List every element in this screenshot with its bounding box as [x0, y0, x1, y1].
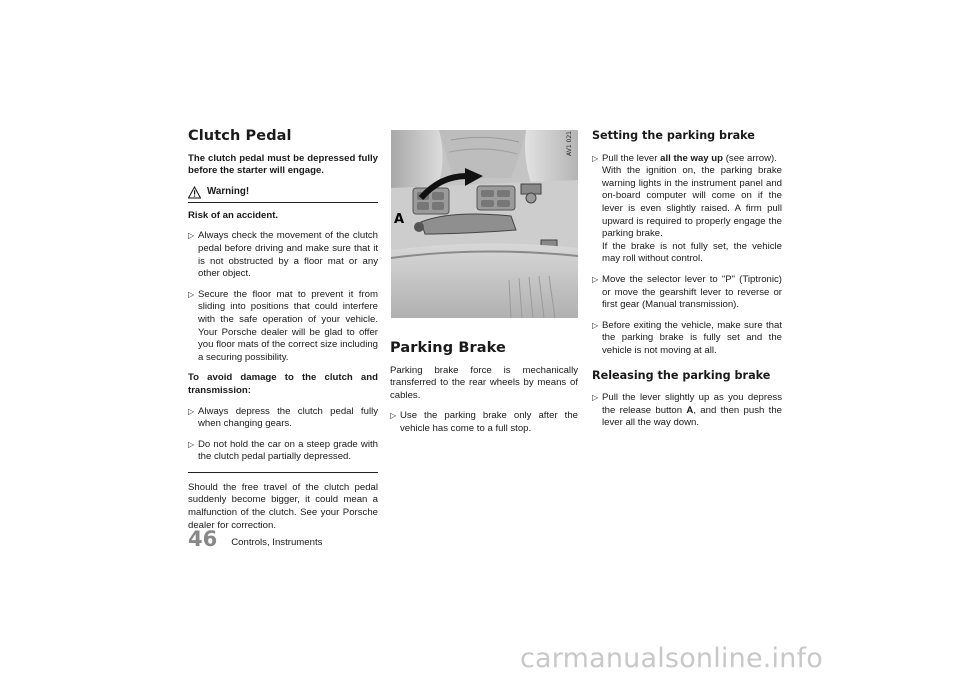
- footer-section-title: Controls, Instruments: [231, 537, 323, 548]
- risk-text: Risk of an accident.: [188, 209, 279, 221]
- list-item: ▷ Use the parking brake only after the vehicle has come to a full stop.: [390, 410, 578, 434]
- parking-brake-illustration: [391, 130, 578, 318]
- list-item: ▷ Secure the floor mat to prevent it from sliding into positions that could interfere with the safe operation of your vehicle. Your Porsche dealer will be glad to offer you floor mats of the correct size including a securing possibility.: [188, 288, 378, 363]
- label-a: A: [394, 212, 405, 227]
- list-item: ▷ Pull the lever slightly up as you depress the release button A, and then push the lever all the way down.: [592, 392, 782, 429]
- setting-section: [592, 130, 782, 438]
- list-item: ▷ Do not hold the car on a steep grade with the clutch pedal partially depressed.: [188, 438, 378, 463]
- bullet-arrow-icon: ▷: [188, 231, 195, 241]
- bullet-arrow-icon: ▷: [188, 439, 195, 449]
- bullet-arrow-icon: ▷: [188, 406, 195, 416]
- releasing-title: Releasing the parking brake: [592, 368, 771, 382]
- divider: [188, 472, 378, 473]
- figure-code: AV1 021: [566, 130, 573, 156]
- warning-header: [188, 186, 378, 203]
- watermark: carmanualsonline.info: [520, 643, 823, 674]
- parking-brake-section: [390, 342, 578, 444]
- bullet-arrow-icon: ▷: [592, 274, 599, 284]
- warning-label: Warning!: [207, 186, 250, 198]
- page-footer: [188, 528, 322, 550]
- bullet-arrow-icon: ▷: [390, 411, 397, 421]
- list-item: ▷ Move the selector lever to "P" (Tiptronic) or move the gearshift lever to reverse or first gear (Manual transmission).: [592, 273, 782, 311]
- list-item: ▷ Before exiting the vehicle, make sure that the parking brake is fully set and the vehicle is not moving at all.: [592, 319, 782, 356]
- parking-brake-title: Parking Brake: [390, 340, 506, 356]
- list-item: ▷ Pull the lever all the way up (see arrow). With the ignition on, the parking brake warning lights in the instrument panel and on-board computer will come on if the lever is even slightly raised. A firm pull upward is required to properly engage the parking brake. If the brake is not fully set, the vehicle may roll without control.: [592, 152, 782, 265]
- list-item: ▷ Always check the movement of the clutch pedal before driving and make sure that it is not obstructed by a floor mat or any other object.: [188, 230, 378, 280]
- parking-brake-photo: [391, 130, 578, 318]
- clutch-intro: The clutch pedal must be depressed fully before the starter will engage.: [188, 152, 378, 177]
- warning-icon: [188, 186, 201, 199]
- bullet-arrow-icon: ▷: [188, 289, 195, 299]
- page-number: 46: [188, 527, 218, 551]
- clutch-note: Should the free travel of the clutch pedal suddenly become bigger, it could mean a malfunction of the clutch. See your Porsche dealer for correction.: [188, 481, 378, 531]
- damage-heading: To avoid damage to the clutch and transmission:: [188, 372, 378, 396]
- bullet-arrow-icon: ▷: [592, 393, 599, 403]
- bullet-arrow-icon: ▷: [592, 320, 599, 330]
- parking-brake-intro: Parking brake force is mechanically transferred to the rear wheels by means of cables.: [390, 364, 578, 401]
- clutch-title: Clutch Pedal: [188, 128, 292, 144]
- list-item: ▷ Always depress the clutch pedal fully when changing gears.: [188, 405, 378, 430]
- bullet-arrow-icon: ▷: [592, 153, 599, 163]
- clutch-section: [188, 130, 378, 540]
- setting-title: Setting the parking brake: [592, 129, 755, 142]
